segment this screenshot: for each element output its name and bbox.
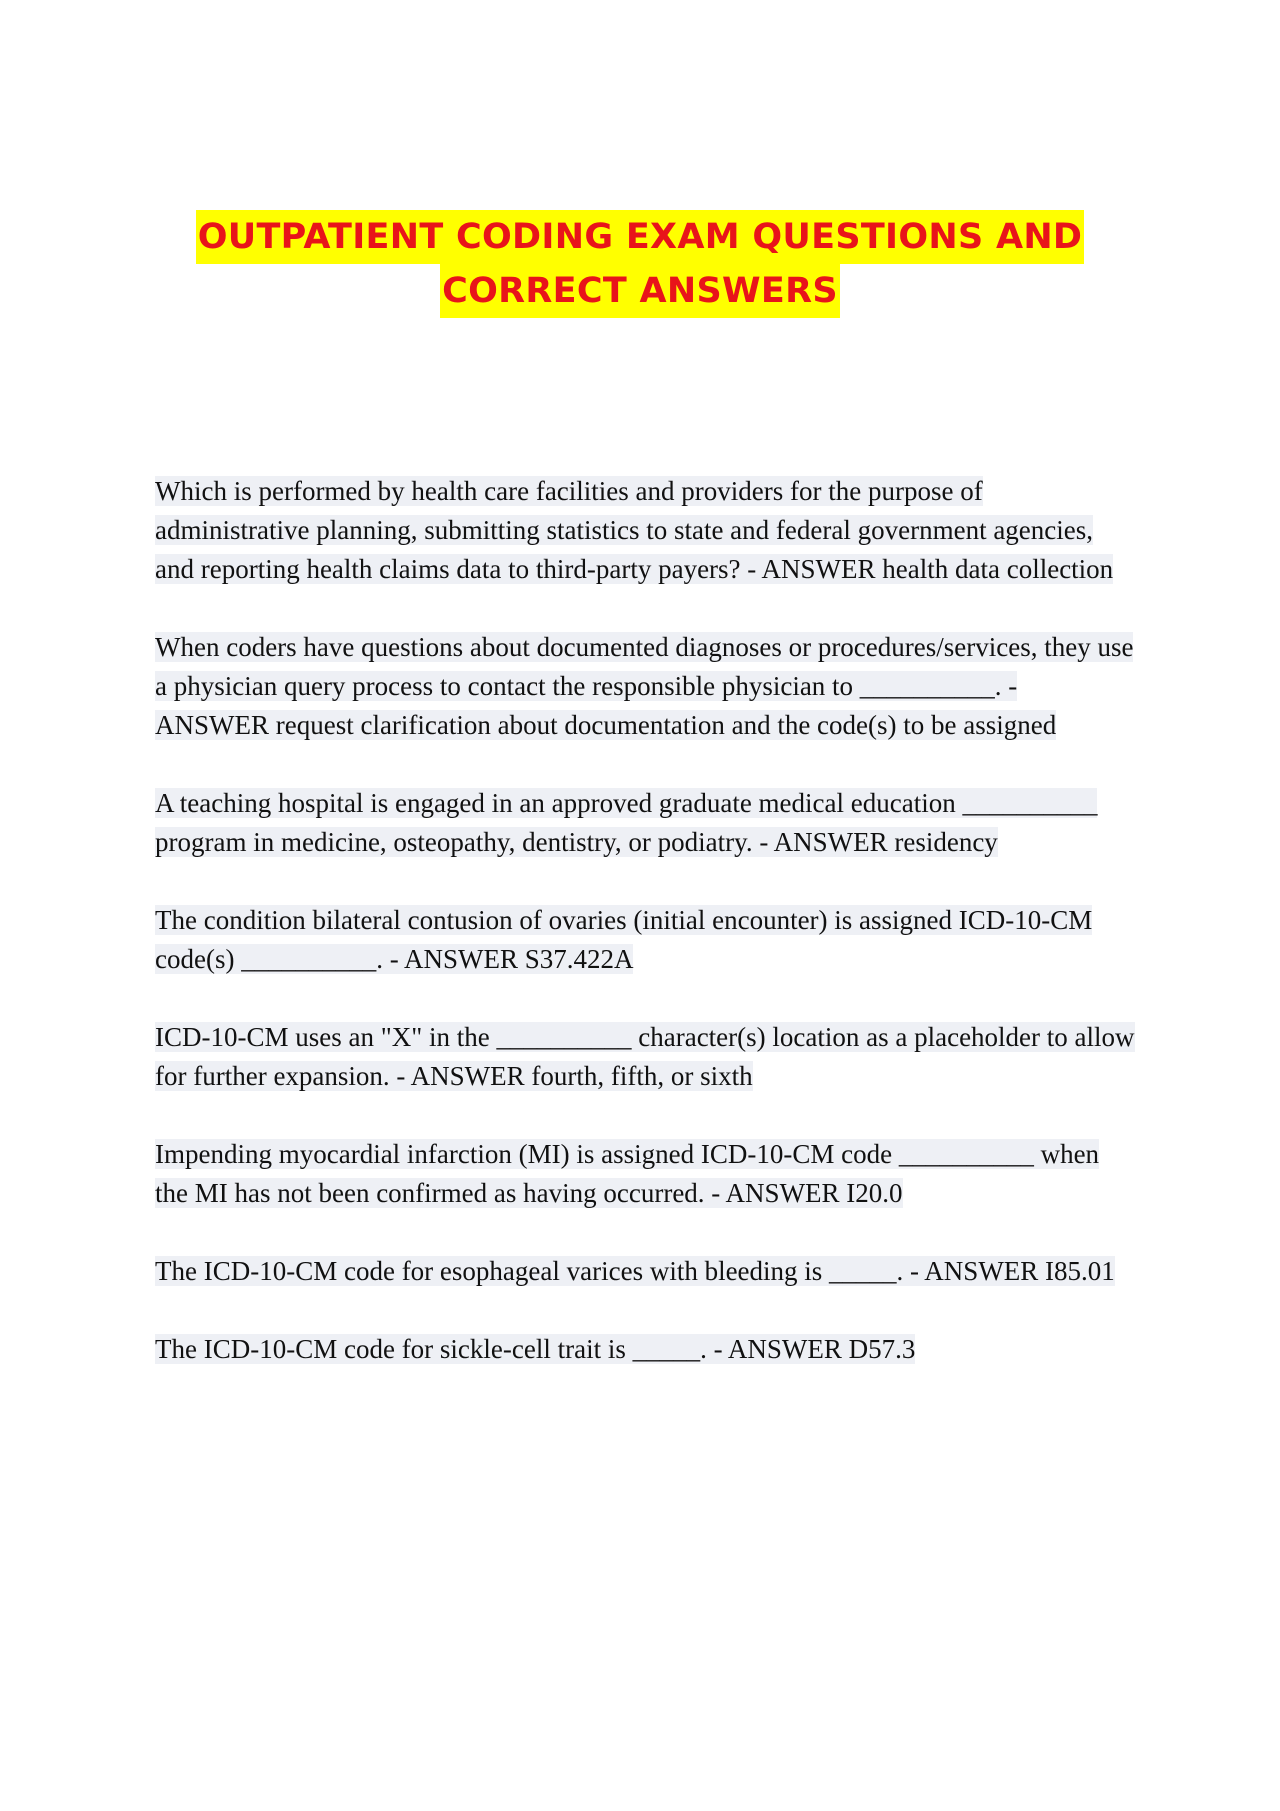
qa-item-text: The ICD-10-CM code for esophageal varices with bleeding is _____. - ANSWER I85.01 bbox=[155, 1256, 1115, 1286]
title-line-2: CORRECT ANSWERS bbox=[440, 264, 840, 318]
qa-item-text: ICD-10-CM uses an "X" in the __________ character(s) location as a placeholder to allow for further expansion. - ANSWER fourth, fifth, or sixth bbox=[155, 1022, 1135, 1091]
qa-item-text: Which is performed by health care facilities and providers for the purpose of administrative planning, submitting statistics to state and federal government agencies, and reporting health claims data to third-party payers? - ANSWER health data collection bbox=[155, 476, 1114, 584]
qa-item bbox=[155, 1330, 1135, 1369]
qa-item-text: When coders have questions about documented diagnoses or procedures/services, they use a physician query process to contact the responsible physician to __________. - ANSWER request clarification about documentation and the code(s) to be assigned bbox=[155, 632, 1134, 740]
qa-item-text: Impending myocardial infarction (MI) is assigned ICD-10-CM code __________ when the MI has not been confirmed as having occurred. - ANSWER I20.0 bbox=[155, 1139, 1100, 1208]
qa-item bbox=[155, 1135, 1135, 1213]
qa-item bbox=[155, 1018, 1135, 1096]
qa-item bbox=[155, 784, 1135, 862]
question-answer-list bbox=[155, 472, 1135, 1408]
qa-item bbox=[155, 628, 1135, 745]
qa-item-text: The ICD-10-CM code for sickle-cell trait is _____. - ANSWER D57.3 bbox=[155, 1334, 916, 1364]
qa-item bbox=[155, 1252, 1135, 1291]
qa-item-text: The condition bilateral contusion of ovaries (initial encounter) is assigned ICD-10-CM code(s) __________. - ANSWER S37.422A bbox=[155, 905, 1093, 974]
document-title bbox=[0, 210, 1280, 318]
qa-item bbox=[155, 472, 1135, 589]
qa-item-text: A teaching hospital is engaged in an approved graduate medical education __________ program in medicine, osteopathy, dentistry, or podiatry. - ANSWER residency bbox=[155, 788, 1098, 857]
title-line-1: OUTPATIENT CODING EXAM QUESTIONS AND bbox=[196, 210, 1085, 264]
qa-item bbox=[155, 901, 1135, 979]
